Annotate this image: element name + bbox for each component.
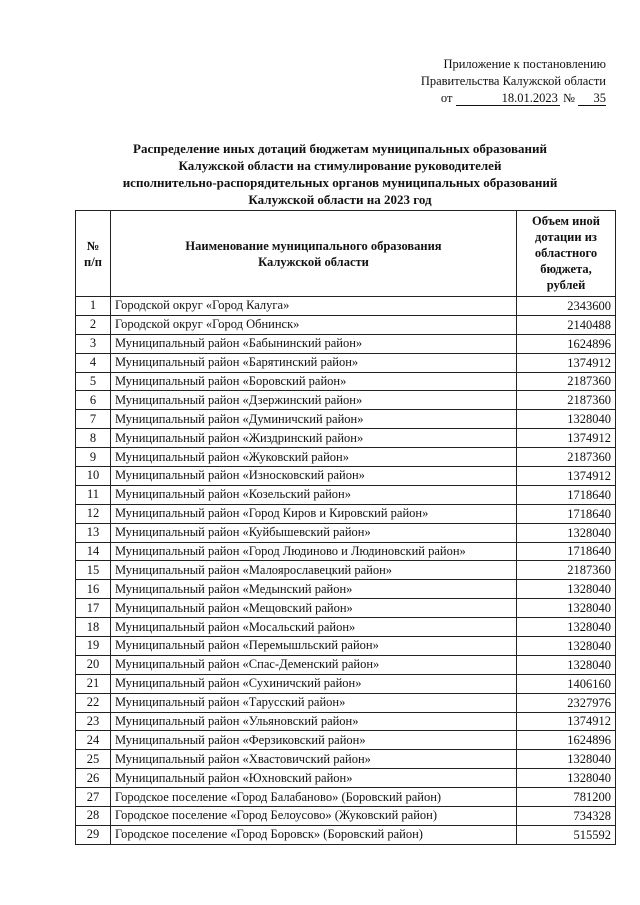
row-number: 11 [76,485,111,504]
subsidy-amount: 1328040 [517,750,616,769]
table-row [76,750,616,769]
table-body [76,297,616,845]
decree-number: 35 [578,91,606,106]
municipality-name: Муниципальный район «Спас-Деменский район» [111,655,517,674]
row-number: 4 [76,353,111,372]
table-row [76,504,616,523]
header-amount-line-4: бюджета, [540,261,592,276]
row-number: 19 [76,637,111,656]
municipality-name: Муниципальный район «Куйбышевский район» [111,523,517,542]
subsidy-amount: 1624896 [517,334,616,353]
table-row [76,467,616,486]
municipality-name: Муниципальный район «Хвастовичский район» [111,750,517,769]
municipality-name: Муниципальный район «Город Людиново и Людиновский район» [111,542,517,561]
subsidy-amount: 734328 [517,807,616,826]
row-number: 2 [76,315,111,334]
municipality-name: Муниципальный район «Бабынинский район» [111,334,517,353]
subsidy-amount: 1328040 [517,655,616,674]
municipality-name: Муниципальный район «Малоярославецкий район» [111,561,517,580]
decree-date: 18.01.2023 [456,91,560,106]
municipality-name: Муниципальный район «Думиничский район» [111,410,517,429]
row-number: 29 [76,825,111,844]
table-row [76,297,616,316]
subsidy-amount: 1374912 [517,467,616,486]
subsidy-amount: 1328040 [517,523,616,542]
subsidy-amount: 1328040 [517,637,616,656]
subsidy-amount: 2187360 [517,391,616,410]
municipality-name: Городской округ «Город Обнинск» [111,315,517,334]
municipality-name: Муниципальный район «Боровский район» [111,372,517,391]
municipality-name: Муниципальный район «Козельский район» [111,485,517,504]
row-number: 22 [76,693,111,712]
title-line-4: Калужской области на 2023 год [248,192,432,207]
municipality-name: Муниципальный район «Жиздринский район» [111,429,517,448]
table-row [76,580,616,599]
title-line-1: Распределение иных дотаций бюджетам муниципальных образований [133,141,547,156]
table-row [76,334,616,353]
header-name [111,211,517,297]
table-row [76,788,616,807]
header-amount [517,211,616,297]
table-row [76,599,616,618]
subsidy-amount: 1328040 [517,618,616,637]
subsidy-amount: 515592 [517,825,616,844]
table-row [76,429,616,448]
subsidy-amount: 1328040 [517,410,616,429]
municipality-name: Муниципальный район «Город Киров и Кировский район» [111,504,517,523]
table-row [76,769,616,788]
row-number: 17 [76,599,111,618]
municipality-name: Муниципальный район «Мосальский район» [111,618,517,637]
subsidy-amount: 1718640 [517,504,616,523]
header-amount-line-1: Объем иной [532,213,600,228]
row-number: 8 [76,429,111,448]
subsidy-amount: 2187360 [517,448,616,467]
municipality-name: Городское поселение «Город Боровск» (Боровский район) [111,825,517,844]
municipality-name: Муниципальный район «Мещовский район» [111,599,517,618]
row-number: 25 [76,750,111,769]
municipality-name: Муниципальный район «Сухиничский район» [111,674,517,693]
appendix-line-2: Правительства Калужской области [420,74,606,88]
header-number-line-2: п/п [84,254,102,269]
row-number: 18 [76,618,111,637]
subsidy-amount: 1374912 [517,353,616,372]
table-row [76,637,616,656]
subsidy-amount: 2187360 [517,561,616,580]
municipality-name: Муниципальный район «Перемышльский район» [111,637,517,656]
row-number: 14 [76,542,111,561]
subsidy-table [75,210,616,845]
table-row [76,693,616,712]
table-row [76,523,616,542]
table-row [76,674,616,693]
appendix-line-1: Приложение к постановлению [443,57,606,71]
table-row [76,353,616,372]
subsidy-amount: 1328040 [517,599,616,618]
row-number: 10 [76,467,111,486]
table-row [76,825,616,844]
title-line-2: Калужской области на стимулирование руководителей [178,158,502,173]
subsidy-amount: 1374912 [517,712,616,731]
document-title [60,140,620,208]
table-row [76,391,616,410]
municipality-name: Городской округ «Город Калуга» [111,297,517,316]
row-number: 6 [76,391,111,410]
table-row [76,618,616,637]
municipality-name: Муниципальный район «Тарусский район» [111,693,517,712]
row-number: 7 [76,410,111,429]
header-amount-line-5: рублей [546,277,586,292]
table-row [76,485,616,504]
row-number: 16 [76,580,111,599]
header-number-line-1: № [86,238,100,253]
header-name-line-1: Наименование муниципального образования [185,238,442,253]
municipality-name: Муниципальный район «Юхновский район» [111,769,517,788]
subsidy-amount: 2327976 [517,693,616,712]
number-sign: № [562,91,575,105]
municipality-name: Городское поселение «Город Балабаново» (Боровский район) [111,788,517,807]
subsidy-amount: 1374912 [517,429,616,448]
table-row [76,448,616,467]
table-row [76,410,616,429]
subsidy-amount: 2140488 [517,315,616,334]
subsidy-amount: 781200 [517,788,616,807]
row-number: 1 [76,297,111,316]
header-amount-line-2: дотации из [535,229,597,244]
row-number: 13 [76,523,111,542]
table-row [76,712,616,731]
municipality-name: Муниципальный район «Ульяновский район» [111,712,517,731]
table-row [76,315,616,334]
subsidy-amount: 1328040 [517,769,616,788]
header-name-line-2: Калужской области [258,254,369,269]
subsidy-amount: 1718640 [517,542,616,561]
row-number: 15 [76,561,111,580]
row-number: 24 [76,731,111,750]
row-number: 20 [76,655,111,674]
table-row [76,655,616,674]
municipality-name: Муниципальный район «Жуковский район» [111,448,517,467]
row-number: 12 [76,504,111,523]
appendix-header [346,56,606,107]
subsidy-amount: 1328040 [517,580,616,599]
table-header-row [76,211,616,297]
date-prefix: от [440,91,453,105]
subsidy-amount: 1406160 [517,674,616,693]
table-row [76,542,616,561]
row-number: 26 [76,769,111,788]
row-number: 27 [76,788,111,807]
municipality-name: Муниципальный район «Дзержинский район» [111,391,517,410]
row-number: 9 [76,448,111,467]
table-row [76,561,616,580]
row-number: 5 [76,372,111,391]
table-row [76,807,616,826]
row-number: 28 [76,807,111,826]
appendix-date-line [346,90,606,107]
subsidy-amount: 2187360 [517,372,616,391]
header-number [76,211,111,297]
table-row [76,372,616,391]
municipality-name: Муниципальный район «Износковский район» [111,467,517,486]
subsidy-amount: 1624896 [517,731,616,750]
subsidy-amount: 2343600 [517,297,616,316]
municipality-name: Муниципальный район «Ферзиковский район» [111,731,517,750]
header-amount-line-3: областного [534,245,598,260]
municipality-name: Городское поселение «Город Белоусово» (Жуковский район) [111,807,517,826]
municipality-name: Муниципальный район «Барятинский район» [111,353,517,372]
municipality-name: Муниципальный район «Медынский район» [111,580,517,599]
row-number: 21 [76,674,111,693]
title-line-3: исполнительно-распорядительных органов муниципальных образований [122,175,558,190]
subsidy-amount: 1718640 [517,485,616,504]
table-row [76,731,616,750]
row-number: 23 [76,712,111,731]
row-number: 3 [76,334,111,353]
